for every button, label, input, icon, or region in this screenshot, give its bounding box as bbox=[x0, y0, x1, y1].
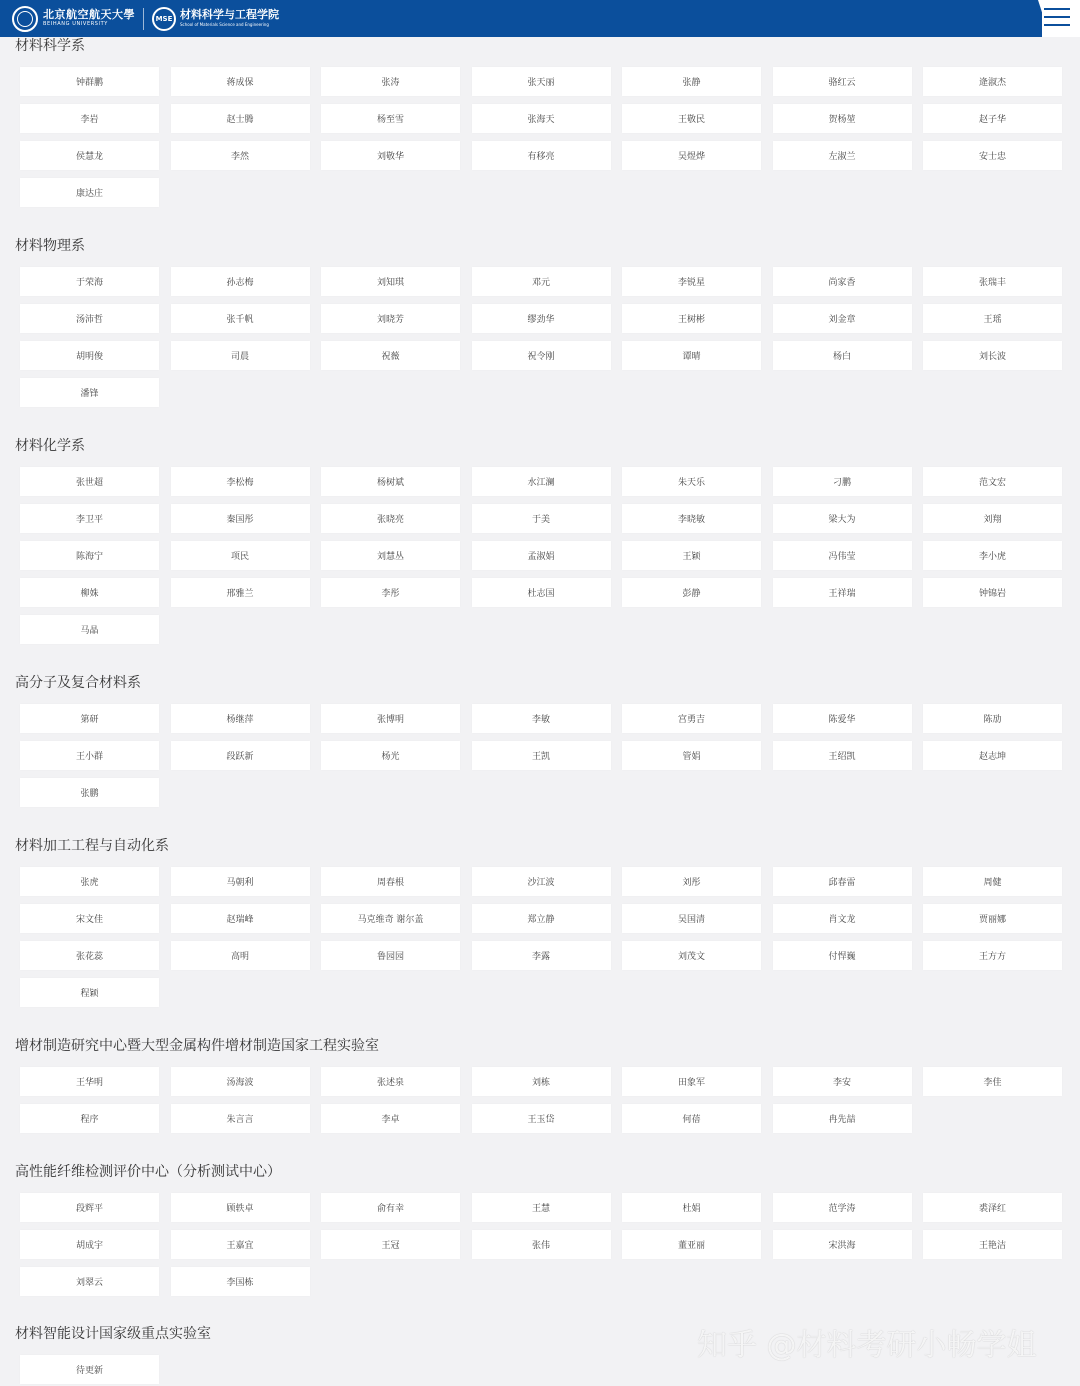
faculty-card[interactable]: 张伟 bbox=[472, 1230, 611, 1259]
faculty-card[interactable]: 陈劢 bbox=[923, 704, 1062, 733]
faculty-card[interactable]: 朱言言 bbox=[171, 1104, 310, 1133]
faculty-card[interactable]: 贺杨堃 bbox=[773, 104, 912, 133]
faculty-card[interactable]: 杜志国 bbox=[472, 578, 611, 607]
department-title: 高性能纤维检测评价中心（分析测试中心） bbox=[15, 1164, 281, 1180]
faculty-card[interactable]: 王方方 bbox=[923, 941, 1062, 970]
faculty-card[interactable]: 冯伟莹 bbox=[773, 541, 912, 570]
faculty-card[interactable]: 胡成宇 bbox=[20, 1230, 159, 1259]
faculty-card[interactable]: 鲁园园 bbox=[321, 941, 460, 970]
faculty-card[interactable]: 吴煜烨 bbox=[622, 141, 761, 170]
top-navigation-bar bbox=[0, 0, 1080, 37]
faculty-card[interactable]: 宋洪海 bbox=[773, 1230, 912, 1259]
faculty-card[interactable]: 杨继萍 bbox=[171, 704, 310, 733]
faculty-card[interactable]: 李卫平 bbox=[20, 504, 159, 533]
faculty-card[interactable]: 管娟 bbox=[622, 741, 761, 770]
faculty-card[interactable]: 李国栋 bbox=[171, 1267, 310, 1296]
faculty-card[interactable]: 张虎 bbox=[20, 867, 159, 896]
faculty-card[interactable]: 司晨 bbox=[171, 341, 310, 370]
faculty-card[interactable]: 于荣海 bbox=[20, 267, 159, 296]
faculty-card[interactable]: 马朝利 bbox=[171, 867, 310, 896]
faculty-card[interactable]: 刘敬华 bbox=[321, 141, 460, 170]
department-title: 材料加工工程与自动化系 bbox=[15, 838, 169, 854]
logo-divider bbox=[143, 8, 144, 30]
faculty-card[interactable]: 张述泉 bbox=[321, 1067, 460, 1096]
department-title: 增材制造研究中心暨大型金属构件增材制造国家工程实验室 bbox=[15, 1038, 379, 1054]
department-section bbox=[0, 237, 1062, 407]
faculty-card[interactable]: 范学涛 bbox=[773, 1193, 912, 1222]
faculty-card[interactable]: 邱春雷 bbox=[773, 867, 912, 896]
faculty-card[interactable]: 肖文龙 bbox=[773, 904, 912, 933]
faculty-card[interactable]: 王颖 bbox=[622, 541, 761, 570]
faculty-card[interactable]: 于美 bbox=[472, 504, 611, 533]
faculty-card[interactable]: 张静 bbox=[622, 67, 761, 96]
faculty-card[interactable]: 张海天 bbox=[472, 104, 611, 133]
faculty-card[interactable]: 赵子华 bbox=[923, 104, 1062, 133]
faculty-card[interactable]: 周春根 bbox=[321, 867, 460, 896]
faculty-card[interactable]: 马晶 bbox=[20, 615, 159, 644]
faculty-card[interactable]: 孟淑娟 bbox=[472, 541, 611, 570]
faculty-card[interactable]: 刘晓芳 bbox=[321, 304, 460, 333]
faculty-card[interactable]: 王玉岱 bbox=[472, 1104, 611, 1133]
faculty-card[interactable]: 王嘉宜 bbox=[171, 1230, 310, 1259]
faculty-card[interactable]: 王冠 bbox=[321, 1230, 460, 1259]
faculty-card[interactable]: 潘锋 bbox=[20, 378, 159, 407]
faculty-card[interactable]: 宋文佳 bbox=[20, 904, 159, 933]
faculty-card[interactable]: 冉先喆 bbox=[773, 1104, 912, 1133]
faculty-card[interactable]: 李佳 bbox=[923, 1067, 1062, 1096]
faculty-card[interactable]: 王瑶 bbox=[923, 304, 1062, 333]
faculty-card[interactable]: 刘长波 bbox=[923, 341, 1062, 370]
faculty-card[interactable]: 祝薇 bbox=[321, 341, 460, 370]
faculty-card[interactable]: 陈海宁 bbox=[20, 541, 159, 570]
faculty-card[interactable]: 李露 bbox=[472, 941, 611, 970]
faculty-card[interactable]: 李然 bbox=[171, 141, 310, 170]
faculty-grid bbox=[0, 267, 1062, 407]
faculty-card[interactable]: 尚家香 bbox=[773, 267, 912, 296]
faculty-card[interactable]: 蒋成保 bbox=[171, 67, 310, 96]
department-section bbox=[0, 37, 1062, 207]
faculty-card[interactable]: 付悍巍 bbox=[773, 941, 912, 970]
faculty-card[interactable]: 谭晴 bbox=[622, 341, 761, 370]
faculty-card[interactable]: 杨光 bbox=[321, 741, 460, 770]
faculty-card[interactable]: 逄淑杰 bbox=[923, 67, 1062, 96]
faculty-card[interactable]: 张花蕊 bbox=[20, 941, 159, 970]
faculty-card[interactable]: 周健 bbox=[923, 867, 1062, 896]
department-section bbox=[0, 1037, 1062, 1133]
faculty-card[interactable]: 李安 bbox=[773, 1067, 912, 1096]
faculty-card[interactable]: 张天丽 bbox=[472, 67, 611, 96]
faculty-grid bbox=[0, 67, 1062, 207]
faculty-card[interactable]: 杨树斌 bbox=[321, 467, 460, 496]
faculty-grid bbox=[0, 1067, 1062, 1133]
faculty-card[interactable]: 汤海波 bbox=[171, 1067, 310, 1096]
department-section bbox=[0, 437, 1062, 644]
school-name bbox=[180, 9, 279, 28]
department-section bbox=[0, 1163, 1062, 1296]
faculty-card[interactable]: 张世超 bbox=[20, 467, 159, 496]
faculty-grid bbox=[0, 867, 1062, 1007]
faculty-card[interactable]: 赵士腾 bbox=[171, 104, 310, 133]
university-name-cn: 北京航空航天大學 bbox=[43, 8, 135, 21]
faculty-card[interactable]: 邓元 bbox=[472, 267, 611, 296]
faculty-card[interactable]: 有移亮 bbox=[472, 141, 611, 170]
menu-icon[interactable] bbox=[1044, 8, 1070, 28]
faculty-card[interactable]: 项民 bbox=[171, 541, 310, 570]
faculty-card[interactable]: 刘知琪 bbox=[321, 267, 460, 296]
faculty-card[interactable]: 董亚丽 bbox=[622, 1230, 761, 1259]
school-name-cn: 材料科学与工程学院 bbox=[180, 8, 279, 21]
faculty-card[interactable]: 张鹏 bbox=[20, 778, 159, 807]
faculty-grid bbox=[0, 1193, 1062, 1296]
faculty-card[interactable]: 李敏 bbox=[472, 704, 611, 733]
faculty-card[interactable]: 王凯 bbox=[472, 741, 611, 770]
watermark: 知乎 @材料考研小畅学姐 bbox=[697, 1328, 1037, 1363]
faculty-card[interactable]: 彭静 bbox=[622, 578, 761, 607]
faculty-card[interactable]: 梁大为 bbox=[773, 504, 912, 533]
faculty-card[interactable]: 刁鹏 bbox=[773, 467, 912, 496]
faculty-card[interactable]: 张千帆 bbox=[171, 304, 310, 333]
faculty-card[interactable]: 王小群 bbox=[20, 741, 159, 770]
faculty-card[interactable]: 王绍凯 bbox=[773, 741, 912, 770]
faculty-card[interactable]: 李松梅 bbox=[171, 467, 310, 496]
faculty-card[interactable]: 第研 bbox=[20, 704, 159, 733]
faculty-card[interactable]: 祝令刚 bbox=[472, 341, 611, 370]
department-title: 材料科学系 bbox=[15, 38, 85, 54]
faculty-card[interactable]: 水江澜 bbox=[472, 467, 611, 496]
faculty-card[interactable]: 田象军 bbox=[622, 1067, 761, 1096]
faculty-card[interactable]: 陈爱华 bbox=[773, 704, 912, 733]
faculty-card[interactable]: 贾丽娜 bbox=[923, 904, 1062, 933]
university-name bbox=[43, 9, 135, 28]
faculty-card[interactable]: 顾轶卓 bbox=[171, 1193, 310, 1222]
faculty-card[interactable]: 邢雅兰 bbox=[171, 578, 310, 607]
faculty-card[interactable]: 康达庄 bbox=[20, 178, 159, 207]
faculty-card[interactable]: 杨白 bbox=[773, 341, 912, 370]
faculty-card[interactable]: 程颖 bbox=[20, 978, 159, 1007]
faculty-card[interactable]: 杨至雪 bbox=[321, 104, 460, 133]
faculty-card[interactable]: 高明 bbox=[171, 941, 310, 970]
faculty-card[interactable]: 裘泽红 bbox=[923, 1193, 1062, 1222]
faculty-card[interactable]: 赵瑞峰 bbox=[171, 904, 310, 933]
faculty-card[interactable]: 程序 bbox=[20, 1104, 159, 1133]
faculty-card[interactable]: 汤沛哲 bbox=[20, 304, 159, 333]
faculty-card[interactable]: 柳姝 bbox=[20, 578, 159, 607]
faculty-card[interactable]: 钟群鹏 bbox=[20, 67, 159, 96]
school-logo-icon: MSE bbox=[152, 7, 176, 31]
faculty-card[interactable]: 钟锦岩 bbox=[923, 578, 1062, 607]
faculty-card[interactable]: 何蓓 bbox=[622, 1104, 761, 1133]
faculty-card[interactable]: 俞有幸 bbox=[321, 1193, 460, 1222]
faculty-card[interactable]: 左淑兰 bbox=[773, 141, 912, 170]
faculty-grid bbox=[0, 467, 1062, 644]
faculty-card[interactable]: 王华明 bbox=[20, 1067, 159, 1096]
department-section bbox=[0, 837, 1062, 1007]
faculty-card[interactable]: 孙志梅 bbox=[171, 267, 310, 296]
faculty-card[interactable]: 张晓亮 bbox=[321, 504, 460, 533]
faculty-card[interactable]: 张瑞丰 bbox=[923, 267, 1062, 296]
faculty-card[interactable]: 王慧 bbox=[472, 1193, 611, 1222]
faculty-card[interactable]: 胡明俊 bbox=[20, 341, 159, 370]
faculty-card[interactable]: 刘翔 bbox=[923, 504, 1062, 533]
school-name-en: School of Materials Science and Engineering bbox=[180, 22, 269, 27]
logo-group[interactable] bbox=[12, 5, 279, 32]
faculty-card[interactable]: 刘彤 bbox=[622, 867, 761, 896]
faculty-card[interactable]: 杜娟 bbox=[622, 1193, 761, 1222]
faculty-card[interactable]: 王树彬 bbox=[622, 304, 761, 333]
faculty-grid bbox=[0, 704, 1062, 807]
faculty-card[interactable]: 刘翠云 bbox=[20, 1267, 159, 1296]
faculty-card[interactable]: 李锐星 bbox=[622, 267, 761, 296]
faculty-card[interactable]: 李晓敏 bbox=[622, 504, 761, 533]
faculty-card[interactable]: 刘金章 bbox=[773, 304, 912, 333]
department-title: 材料化学系 bbox=[15, 438, 85, 454]
university-name-en: BEIHANG UNIVERSITY bbox=[43, 21, 108, 27]
faculty-card[interactable]: 张涛 bbox=[321, 67, 460, 96]
department-title: 材料物理系 bbox=[15, 238, 85, 254]
faculty-card[interactable]: 李卓 bbox=[321, 1104, 460, 1133]
faculty-card[interactable]: 郑立静 bbox=[472, 904, 611, 933]
faculty-card[interactable]: 段跃新 bbox=[171, 741, 310, 770]
faculty-card[interactable]: 宫勇吉 bbox=[622, 704, 761, 733]
faculty-card[interactable]: 朱天乐 bbox=[622, 467, 761, 496]
faculty-card[interactable]: 吴国清 bbox=[622, 904, 761, 933]
faculty-card[interactable]: 李岩 bbox=[20, 104, 159, 133]
faculty-card[interactable]: 刘栋 bbox=[472, 1067, 611, 1096]
faculty-card[interactable]: 李小虎 bbox=[923, 541, 1062, 570]
faculty-card[interactable]: 范文宏 bbox=[923, 467, 1062, 496]
faculty-card[interactable]: 刘慧丛 bbox=[321, 541, 460, 570]
faculty-card[interactable]: 赵志坤 bbox=[923, 741, 1062, 770]
faculty-card[interactable]: 王艳洁 bbox=[923, 1230, 1062, 1259]
faculty-card[interactable]: 骆红云 bbox=[773, 67, 912, 96]
faculty-card[interactable]: 张博明 bbox=[321, 704, 460, 733]
faculty-card[interactable]: 安士忠 bbox=[923, 141, 1062, 170]
faculty-card[interactable]: 段辉平 bbox=[20, 1193, 159, 1222]
department-section bbox=[0, 674, 1062, 807]
faculty-card[interactable]: 侯慧龙 bbox=[20, 141, 159, 170]
faculty-card[interactable]: 沙江波 bbox=[472, 867, 611, 896]
faculty-card[interactable]: 秦国彤 bbox=[171, 504, 310, 533]
faculty-card[interactable]: 李彤 bbox=[321, 578, 460, 607]
faculty-card[interactable]: 王祥瑞 bbox=[773, 578, 912, 607]
university-seal-icon bbox=[12, 6, 38, 32]
faculty-card[interactable]: 马克维奇 谢尔盖 bbox=[321, 904, 460, 933]
faculty-card[interactable]: 缪劲华 bbox=[472, 304, 611, 333]
faculty-card[interactable]: 王敬民 bbox=[622, 104, 761, 133]
faculty-card[interactable]: 刘茂文 bbox=[622, 941, 761, 970]
department-title: 高分子及复合材料系 bbox=[15, 675, 141, 691]
faculty-card[interactable]: 待更新 bbox=[20, 1355, 159, 1384]
department-title: 材料智能设计国家级重点实验室 bbox=[15, 1326, 211, 1342]
